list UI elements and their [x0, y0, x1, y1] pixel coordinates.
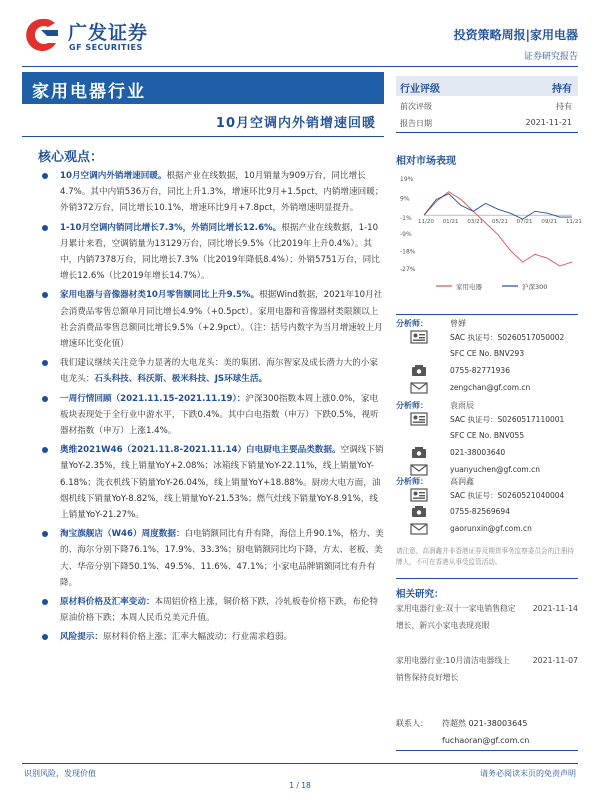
x-tick-label: 03/21: [467, 219, 484, 226]
x-tick-label: 09/21: [541, 219, 558, 226]
core-view-text: 沪深300指数本周上涨0.0%，家电板块表现处于全行业中游水平，下跌0.4%。其中白电指数（申万）下跌0.5%，视听器材指数（申万）上涨1.4%。: [60, 393, 379, 437]
email-icon: [410, 522, 428, 536]
perf-title: 相对市场表现: [396, 156, 456, 167]
bullet-dot-icon: [42, 396, 48, 402]
core-views-list: [38, 168, 386, 649]
related-item-text[interactable]: 家用电器行业:双十一家电销售稳定增长，新兴小家电表现亮眼: [396, 604, 516, 630]
related-item-text[interactable]: 家用电器行业:10月清洁电器线上销售保持良好增长: [396, 656, 510, 682]
bullet-dot-icon: [42, 447, 48, 453]
x-tick-label: 07/21: [516, 219, 533, 226]
analyst-role: 分析师：: [396, 401, 428, 410]
disclaimer-divider: [396, 578, 578, 579]
footer-disclaimer: 请务必阅读末页的免责声明: [480, 769, 576, 778]
header-divider: [22, 66, 578, 67]
core-view-text: 空调线下销量YoY-2.35%，线上销量YoY+2.08%；冰箱线下销量YoY-22.11%，线上销量YoY-6.18%；洗衣机线下销量YoY-26.04%，线上销量YoY+18.88%。厨房大电方面，油烟机线下销量YoY-8.82%，线上销量YoY-21.53%；燃气灶线下销量YoY-8.91%，线上销量YoY-21.27%。: [60, 445, 384, 521]
core-view-lead: 1-10月空调内销同比增长7.3%，外销同比增长12.6%。: [60, 222, 282, 233]
y-tick-label: -9%: [400, 230, 412, 238]
footer-slogan: 识别风险，发现价值: [24, 769, 96, 778]
logo-text-en: GF SECURITIES: [69, 43, 143, 52]
email-icon: [410, 463, 428, 477]
core-view-item: [38, 526, 386, 591]
related-item-date: 2021-11-14: [532, 604, 578, 613]
contact-divider: [396, 750, 578, 751]
core-view-text: 根据Wind数据，2021年10月社会消费品零售总额单月同比增长4.9%（+0.5pct）。家用电器和音像器材类限额以上社会消费品零售总额同比增长9.5%（+2.9pct）。（注：括号内数字为当月增速较上月增速环比变化值）: [60, 290, 383, 350]
analyst-license: SFC CE No. BNV055: [450, 431, 525, 440]
report-title: 10月空调内外销增速回暖: [215, 116, 376, 131]
phone-icon: [410, 505, 428, 519]
industry-banner: 家用电器行业: [22, 72, 384, 104]
bullet-dot-icon: [42, 292, 48, 298]
analyst-email[interactable]: zengchan@gf.com.cn: [450, 383, 531, 392]
core-view-text: 我们建议继续关注竞争力显著的大电龙头：美的集团、海尔智家及成长潜力大的小家电龙头：: [60, 358, 378, 385]
core-view-item: [38, 442, 386, 523]
series-line-home-appliances: [424, 192, 572, 266]
phone-icon: [410, 364, 428, 378]
perf-divider: [396, 314, 578, 315]
page-number: 1 / 18: [289, 781, 311, 790]
core-view-item: [38, 168, 386, 217]
prev-rating-label: 前次评级: [400, 102, 432, 111]
analyst-license: SAC 执证号：S0260521040004: [450, 491, 565, 500]
bullet-dot-icon: [42, 360, 48, 366]
core-view-lead: 10月空调内外销增速回暖。: [60, 171, 167, 181]
core-view-lead: 奥维2021W46（2021.11.8-2021.11.14）白电厨电主要品类数据。: [60, 445, 341, 456]
y-tick-label: 19%: [400, 176, 414, 183]
core-view-item: [38, 391, 386, 440]
disclaimer-note: 请注意，高润鑫并非香港证券及期货事务监察委员会的注册持牌人，不可在香港从事受监管活动。: [396, 547, 575, 566]
contact-name-phone: 符超然 021-38003645: [442, 719, 528, 728]
prev-rating-row: [396, 96, 578, 113]
core-view-text: 本周铝价格上涨，铜价格下跌，冷轧板卷价格下跌，布伦特原油价格下跌；本周人民币兑美元升值。: [60, 597, 378, 624]
related-item[interactable]: [396, 600, 578, 634]
core-view-item: [38, 629, 386, 645]
report-date-value: 2021-11-21: [525, 118, 572, 127]
bullet-dot-icon: [42, 173, 48, 179]
core-view-text: 根据产业在线数据，10月销量为909万台，同比增长4.7%。其中内销536万台，同比上升1.3%，增速环比9月+1.5pct，内销增速回暖；外销372万台，同比增长10.1%，增速环比9月+7.8pct，外销增速明显提升。: [60, 171, 384, 214]
bullet-dot-icon: [42, 531, 48, 537]
header-right: [454, 26, 578, 62]
core-view-item: [38, 594, 386, 626]
analyst-name: 高润鑫: [450, 477, 474, 486]
y-tick-label: -27%: [400, 266, 416, 273]
contact-label: 联系人：: [396, 719, 428, 728]
core-view-text: 白电销额同比有升有降，海信上升90.1%，格力、美的、海尔分别下降76.1%、17.9%、33.3%；厨电销额同比均下降，方太、老板、美大、华帝分别下降50.1%、49.5%、11.6%、47.1%；小家电品牌销额同比有升有降。: [60, 529, 384, 588]
title-divider: [22, 136, 384, 137]
gf-logo-icon: [22, 16, 62, 54]
x-tick-label: 05/21: [492, 219, 508, 226]
core-views-heading: 核心观点：: [38, 150, 104, 165]
footer-divider: [22, 763, 578, 764]
core-view-lead: 风险提示：: [60, 632, 103, 643]
contact-email[interactable]: fuchaoran@gf.com.cn: [442, 736, 530, 745]
legend-label: 沪深300: [522, 283, 548, 291]
bullet-dot-icon: [42, 225, 48, 231]
analyst-email[interactable]: gaorunxin@gf.com.cn: [450, 524, 532, 533]
core-view-text: 根据产业在线数据，1-10月累计来看，空调销量为13129万台，同比增长9.5%（比2019年上升0.4%）。其中，内销7378万台，同比增长7.3%（比2019年降低8.4%）；外销5751万台，同比增长12.6%（比2019年增长14.7%）。: [60, 222, 380, 282]
analyst-email[interactable]: yuanyuchen@gf.com.cn: [450, 465, 540, 474]
prev-rating-value: 持有: [556, 102, 572, 111]
related-item[interactable]: [396, 652, 578, 686]
rating-value: 持有: [552, 84, 572, 95]
rating-divider: [396, 132, 578, 133]
logo-text-cn: 广发证券: [68, 22, 149, 44]
analyst-phone: 0755-82569694: [450, 507, 510, 516]
analyst-name: 袁雨辰: [450, 401, 474, 410]
y-tick-label: -1%: [400, 215, 412, 223]
doc-type: 证券研究报告: [523, 52, 578, 62]
core-view-item: [38, 220, 386, 285]
y-tick-label: 9%: [400, 195, 410, 203]
y-tick-label: -18%: [400, 248, 416, 256]
id-card-icon: [410, 412, 428, 426]
report-date-label: 报告日期: [400, 119, 432, 128]
id-card-icon: [410, 488, 428, 502]
brand-logo: [22, 14, 172, 58]
analyst-phone: 021-38003640: [450, 448, 506, 457]
core-view-lead: 淘宝旗舰店（W46）周度数据：: [60, 529, 185, 540]
report-type: 投资策略周报|家用电器: [453, 28, 578, 42]
core-view-lead: 一周行情回顾（2021.11.15-2021.11.19）：: [60, 393, 246, 404]
core-view-text: 原材料价格上涨；汇率大幅波动；行业需求趋弱。: [102, 632, 293, 643]
id-card-icon: [410, 330, 428, 344]
report-date-row: [396, 113, 578, 130]
legend-label: 家用电器: [456, 283, 482, 291]
analyst-name: 曾婵: [450, 319, 466, 328]
relative-performance-chart: [396, 168, 582, 312]
analyst-phone: 0755-82771936: [450, 366, 510, 375]
core-view-lead: 原材料价格及汇率变动：: [60, 597, 155, 608]
core-view-highlight: 石头科技、科沃斯、极米科技、JS环球生活。: [94, 374, 268, 385]
rating-box: [396, 76, 578, 133]
email-icon: [410, 381, 428, 395]
analyst-license: SAC 执证号：S0260517110001: [450, 415, 565, 424]
analyst-role: 分析师：: [396, 319, 428, 328]
bullet-dot-icon: [42, 599, 48, 605]
rating-header: [396, 76, 578, 96]
rating-label: 行业评级: [400, 84, 440, 95]
phone-icon: [410, 446, 428, 460]
analyst-license: SAC 执证号：S0260517050002: [450, 333, 565, 342]
analyst-license: SFC CE No. BNV293: [450, 349, 525, 358]
related-item-date: 2021-11-07: [532, 656, 578, 665]
related-research-title: 相关研究：: [396, 589, 444, 600]
x-tick-label: 11/20: [418, 219, 434, 226]
x-tick-label: 11/21: [566, 219, 582, 226]
analyst-role: 分析师：: [396, 477, 428, 486]
core-view-lead: 家用电器与音像器材类10月零售额同比上升9.5%。: [60, 290, 260, 301]
bullet-dot-icon: [42, 634, 48, 640]
core-view-item: [38, 355, 386, 387]
x-tick-label: 01/21: [442, 219, 459, 226]
core-view-item: [38, 287, 386, 352]
